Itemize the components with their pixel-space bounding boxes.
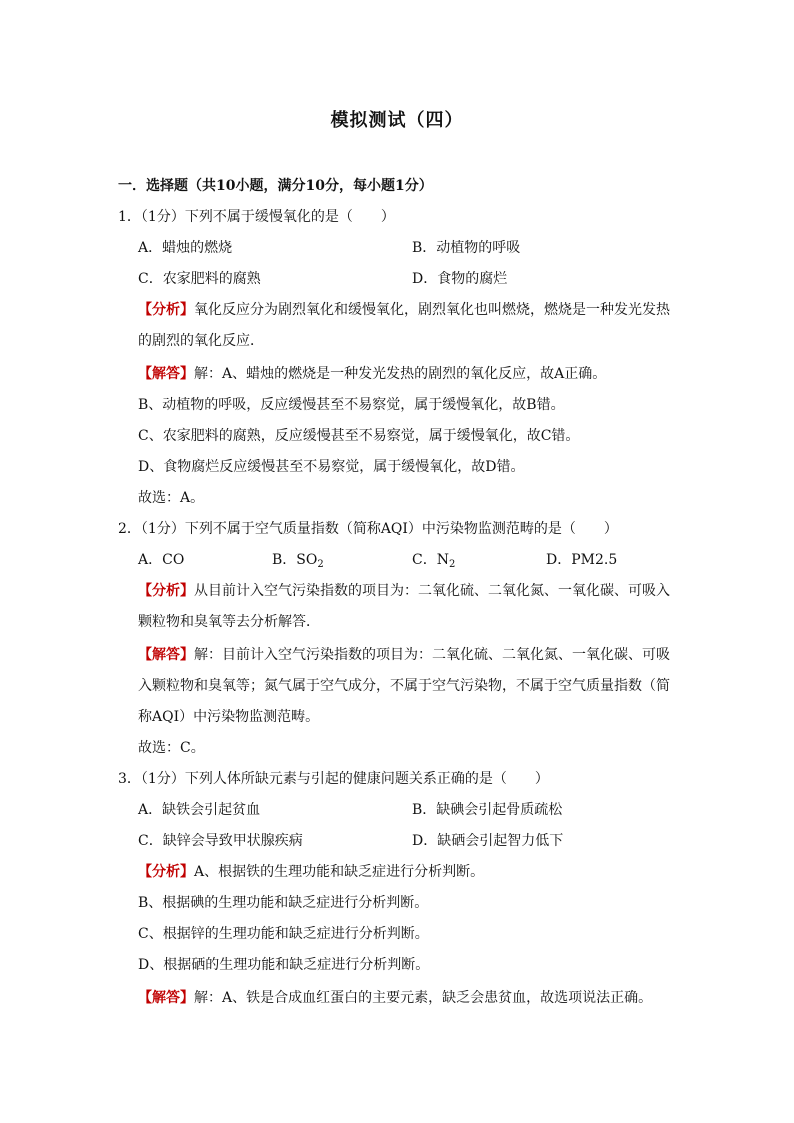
q2-stem: 2．（1分）下列不属于空气质量指数（简称AQI）中污染物监测范畴的是（ ）	[118, 521, 618, 537]
q3-answer-line-1: 【解答】解：A、铁是合成血红蛋白的主要元素，缺乏会患贫血，故选项说法正确。	[138, 990, 653, 1006]
q3-option-c: C．缺锌会导致甲状腺疾病	[138, 833, 303, 849]
q3-stem: 3．（1分）下列人体所缺元素与引起的健康问题关系正确的是（ ）	[118, 771, 549, 787]
q1-analysis-line-2: 的剧烈的氧化反应．	[138, 333, 264, 349]
q1-option-d: D．食物的腐烂	[412, 271, 508, 287]
analysis-tag: 【分析】	[138, 864, 194, 880]
q1-option-c: C．农家肥料的腐熟	[138, 271, 261, 287]
q1-option-b: B．动植物的呼吸	[412, 240, 521, 256]
analysis-tag: 【分析】	[138, 302, 194, 318]
q2-choice: 故选：C。	[138, 740, 205, 756]
q1-analysis-line-1: 【分析】氧化反应分为剧烈氧化和缓慢氧化，剧烈氧化也叫燃烧，燃烧是一种发光发热	[138, 302, 670, 318]
q3-option-d: D．缺硒会引起智力低下	[412, 833, 564, 849]
answer-tag: 【解答】	[138, 647, 194, 663]
q2-answer-line-3: 称AQI）中污染物监测范畴。	[138, 709, 320, 725]
analysis-tag: 【分析】	[138, 583, 194, 599]
q2-option-b: B．$SO_2$	[272, 552, 324, 570]
q1-option-a: A．蜡烛的燃烧	[138, 240, 233, 256]
q1-answer-line-3: C、农家肥料的腐熟，反应缓慢甚至不易察觉，属于缓慢氧化，故C错。	[138, 428, 580, 444]
q3-option-a: A．缺铁会引起贫血	[138, 802, 261, 818]
q3-option-b: B．缺碘会引起骨质疏松	[412, 802, 563, 818]
q1-answer-line-4: D、食物腐烂反应缓慢甚至不易察觉，属于缓慢氧化，故D错。	[138, 459, 525, 475]
section-heading: 一．选择题（共10小题，满分10分，每小题1分）	[118, 178, 433, 194]
page-title: 模拟测试（四）	[330, 110, 464, 131]
q1-answer-line-1: 【解答】解：A、蜡烛的燃烧是一种发光发热的剧烈的氧化反应，故A正确。	[138, 366, 607, 382]
q2-option-d: D．PM2.5	[546, 552, 618, 568]
q1-choice: 故选：A。	[138, 490, 205, 506]
q3-analysis-line-1: 【分析】A、根据铁的生理功能和缺乏症进行分析判断。	[138, 864, 485, 880]
q1-stem: 1．（1分）下列不属于缓慢氧化的是（ ）	[118, 209, 395, 225]
q2-option-c: C．$N_2$	[412, 552, 456, 570]
answer-tag: 【解答】	[138, 990, 194, 1006]
q2-answer-line-1: 【解答】解：目前计入空气污染指数的项目为：二氧化硫、二氧化氮、一氧化碳、可吸	[138, 647, 670, 663]
q2-option-a: A．CO	[138, 552, 185, 568]
q3-analysis-line-2: B、根据碘的生理功能和缺乏症进行分析判断。	[138, 895, 429, 911]
q1-answer-line-2: B、动植物的呼吸，反应缓慢甚至不易察觉，属于缓慢氧化，故B错。	[138, 397, 565, 413]
answer-tag: 【解答】	[138, 366, 194, 382]
q3-analysis-line-4: D、根据硒的生理功能和缺乏症进行分析判断。	[138, 957, 430, 973]
q2-answer-line-2: 入颗粒物和臭氧等；氮气属于空气成分，不属于空气污染物，不属于空气质量指数（简	[138, 678, 670, 694]
q3-analysis-line-3: C、根据锌的生理功能和缺乏症进行分析判断。	[138, 926, 429, 942]
q2-analysis-line-2: 颗粒物和臭氧等去分析解答．	[138, 614, 320, 630]
q2-analysis-line-1: 【分析】从目前计入空气污染指数的项目为：二氧化硫、二氧化氮、一氧化碳、可吸入	[138, 583, 670, 599]
